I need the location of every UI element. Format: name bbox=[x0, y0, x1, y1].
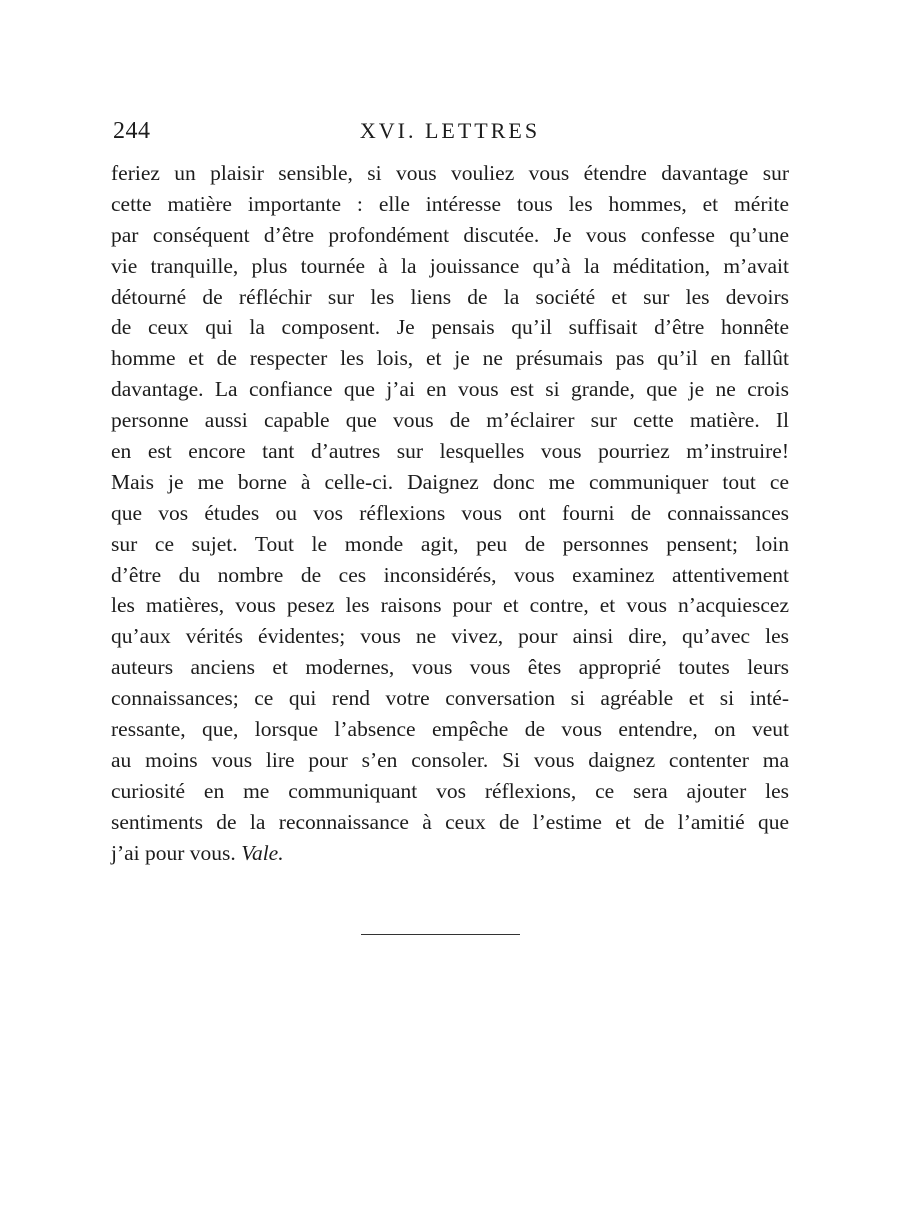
text-line: connaissances; ce qui rend votre conversation si agréable et si inté- bbox=[111, 686, 789, 711]
text-line: de ceux qui la composent. Je pensais qu’il suffisait d’être honnête bbox=[111, 315, 789, 340]
closing-line bbox=[111, 838, 789, 869]
text-line: détourné de réfléchir sur les liens de la société et sur les devoirs bbox=[111, 284, 789, 309]
text-line: personne aussi capable que vous de m’éclairer sur cette matière. Il bbox=[111, 408, 789, 433]
letter-body bbox=[111, 158, 789, 868]
text-line: sur ce sujet. Tout le monde agit, peu de personnes pensent; loin bbox=[111, 531, 789, 556]
text-line: curiosité en me communiquant vos réflexions, ce sera ajouter les bbox=[111, 778, 789, 803]
text-line: par conséquent d’être profondément discutée. Je vous confesse qu’une bbox=[111, 222, 789, 247]
text-line: ressante, que, lorsque l’absence empêche de vous entendre, on veut bbox=[111, 717, 789, 742]
text-line: feriez un plaisir sensible, si vous vouliez vous étendre davantage sur bbox=[111, 161, 789, 185]
text-line: d’être du nombre de ces inconsidérés, vous examinez attentivement bbox=[111, 562, 789, 587]
text-line: homme et de respecter les lois, et je ne présumais pas qu’il en fallût bbox=[111, 346, 789, 371]
text-line: les matières, vous pesez les raisons pour et contre, et vous n’acquiescez bbox=[111, 593, 789, 618]
page-number: 244 bbox=[113, 118, 151, 144]
running-title: XVI. LETTRES bbox=[359, 118, 541, 143]
closing-text: j’ai pour vous. bbox=[111, 840, 236, 865]
text-line: en est encore tant d’autres sur lesquelles vous pourriez m’instruire! bbox=[111, 439, 789, 464]
text-line: auteurs anciens et modernes, vous vous êtes approprié toutes leurs bbox=[111, 655, 789, 680]
text-line: cette matière importante : elle intéresse tous les hommes, et mérite bbox=[111, 191, 789, 216]
text-line: sentiments de la reconnaissance à ceux de l’estime et de l’amitié que bbox=[111, 809, 789, 834]
closing-vale: Vale. bbox=[241, 840, 284, 865]
text-line: qu’aux vérités évidentes; vous ne vivez, pour ainsi dire, qu’avec les bbox=[111, 624, 789, 649]
text-line: davantage. La confiance que j’ai en vous est si grande, que je ne crois bbox=[111, 377, 789, 402]
text-line: que vos études ou vos réflexions vous ont fourni de connaissances bbox=[111, 500, 789, 525]
section-divider bbox=[361, 934, 520, 935]
text-line: au moins vous lire pour s’en consoler. Si vous daignez contenter ma bbox=[111, 747, 789, 772]
text-line: vie tranquille, plus tournée à la jouissance qu’à la méditation, m’avait bbox=[111, 253, 789, 278]
text-line: Mais je me borne à celle-ci. Daignez donc me communiquer tout ce bbox=[111, 469, 789, 494]
